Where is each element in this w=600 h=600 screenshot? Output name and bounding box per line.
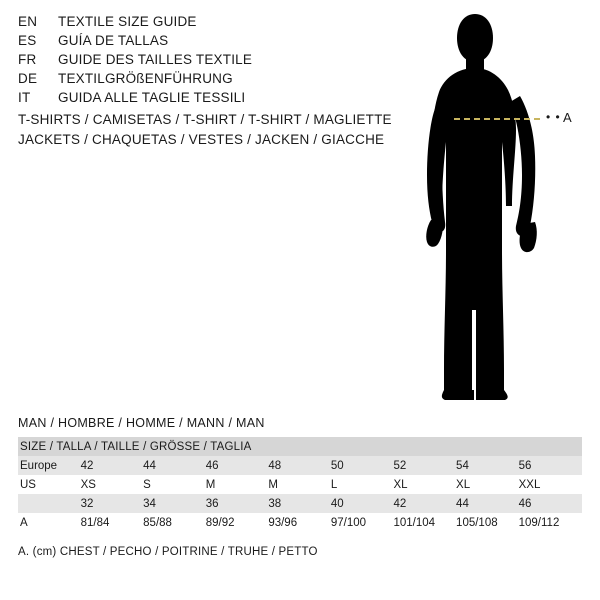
cell-europe-3: 48 [268, 456, 331, 475]
cell-us-4: L [331, 475, 394, 494]
language-row-it [18, 90, 378, 109]
language-text-de: TEXTILGRÖßENFÜHRUNG [58, 71, 233, 86]
cell-numeric-5: 42 [393, 494, 456, 513]
table-row [18, 475, 582, 494]
cell-a-0: 81/84 [81, 513, 144, 532]
row-label-a: A [18, 513, 81, 532]
language-text-it: GUIDA ALLE TAGLIE TESSILI [58, 90, 246, 105]
footnote-chest-measure: A. (cm) CHEST / PECHO / POITRINE / TRUHE / PETTO [18, 546, 318, 558]
row-label-us: US [18, 475, 81, 494]
cell-us-3: M [268, 475, 331, 494]
language-row-es [18, 33, 378, 52]
cell-a-4: 97/100 [331, 513, 394, 532]
language-code-de: DE [18, 71, 38, 86]
language-text-fr: GUIDE DES TAILLES TEXTILE [58, 52, 253, 67]
language-text-en: TEXTILE SIZE GUIDE [58, 14, 197, 29]
cell-europe-6: 54 [456, 456, 519, 475]
cell-europe-7: 56 [519, 456, 582, 475]
table-header-row [18, 437, 582, 456]
cell-a-5: 101/104 [393, 513, 456, 532]
cell-europe-5: 52 [393, 456, 456, 475]
cell-a-2: 89/92 [206, 513, 269, 532]
row-label-numeric [18, 494, 81, 513]
table-row [18, 513, 582, 532]
cell-numeric-0: 32 [81, 494, 144, 513]
language-code-fr: FR [18, 52, 37, 67]
table-row [18, 456, 582, 475]
size-table [18, 437, 582, 532]
table-header-cell: SIZE / TALLA / TAILLE / GRÖSSE / TAGLIA [18, 437, 582, 456]
category-line-tshirts: T-SHIRTS / CAMISETAS / T-SHIRT / T-SHIRT / MAGLIETTE [18, 112, 392, 127]
cell-europe-1: 44 [143, 456, 206, 475]
language-code-es: ES [18, 33, 37, 48]
measure-dots: • • [546, 110, 561, 124]
cell-us-6: XL [456, 475, 519, 494]
cell-us-1: S [143, 475, 206, 494]
language-row-en [18, 14, 378, 33]
language-row-fr [18, 52, 378, 71]
cell-us-7: XXL [519, 475, 582, 494]
cell-a-6: 105/108 [456, 513, 519, 532]
language-row-de [18, 71, 378, 90]
measure-label-a: A [563, 110, 572, 125]
cell-a-3: 93/96 [268, 513, 331, 532]
category-block [18, 110, 418, 150]
cell-numeric-7: 46 [519, 494, 582, 513]
row-label-europe: Europe [18, 456, 81, 475]
cell-us-2: M [206, 475, 269, 494]
table-row [18, 494, 582, 513]
language-code-en: EN [18, 14, 38, 29]
cell-europe-2: 46 [206, 456, 269, 475]
category-line-jackets: JACKETS / CHAQUETAS / VESTES / JACKEN / GIACCHE [18, 132, 385, 147]
cell-us-5: XL [393, 475, 456, 494]
cell-numeric-1: 34 [143, 494, 206, 513]
language-header-block [18, 14, 378, 109]
table-title: MAN / HOMBRE / HOMME / MANN / MAN [18, 416, 265, 430]
cell-numeric-6: 44 [456, 494, 519, 513]
cell-europe-4: 50 [331, 456, 394, 475]
cell-a-7: 109/112 [519, 513, 582, 532]
male-silhouette-icon [400, 10, 590, 405]
cell-numeric-4: 40 [331, 494, 394, 513]
chest-measure-line [454, 118, 540, 120]
male-silhouette-figure [400, 10, 590, 405]
cell-numeric-3: 38 [268, 494, 331, 513]
size-table-block [18, 416, 582, 532]
cell-us-0: XS [81, 475, 144, 494]
cell-numeric-2: 36 [206, 494, 269, 513]
cell-europe-0: 42 [81, 456, 144, 475]
cell-a-1: 85/88 [143, 513, 206, 532]
language-code-it: IT [18, 90, 31, 105]
language-text-es: GUÍA DE TALLAS [58, 33, 169, 48]
